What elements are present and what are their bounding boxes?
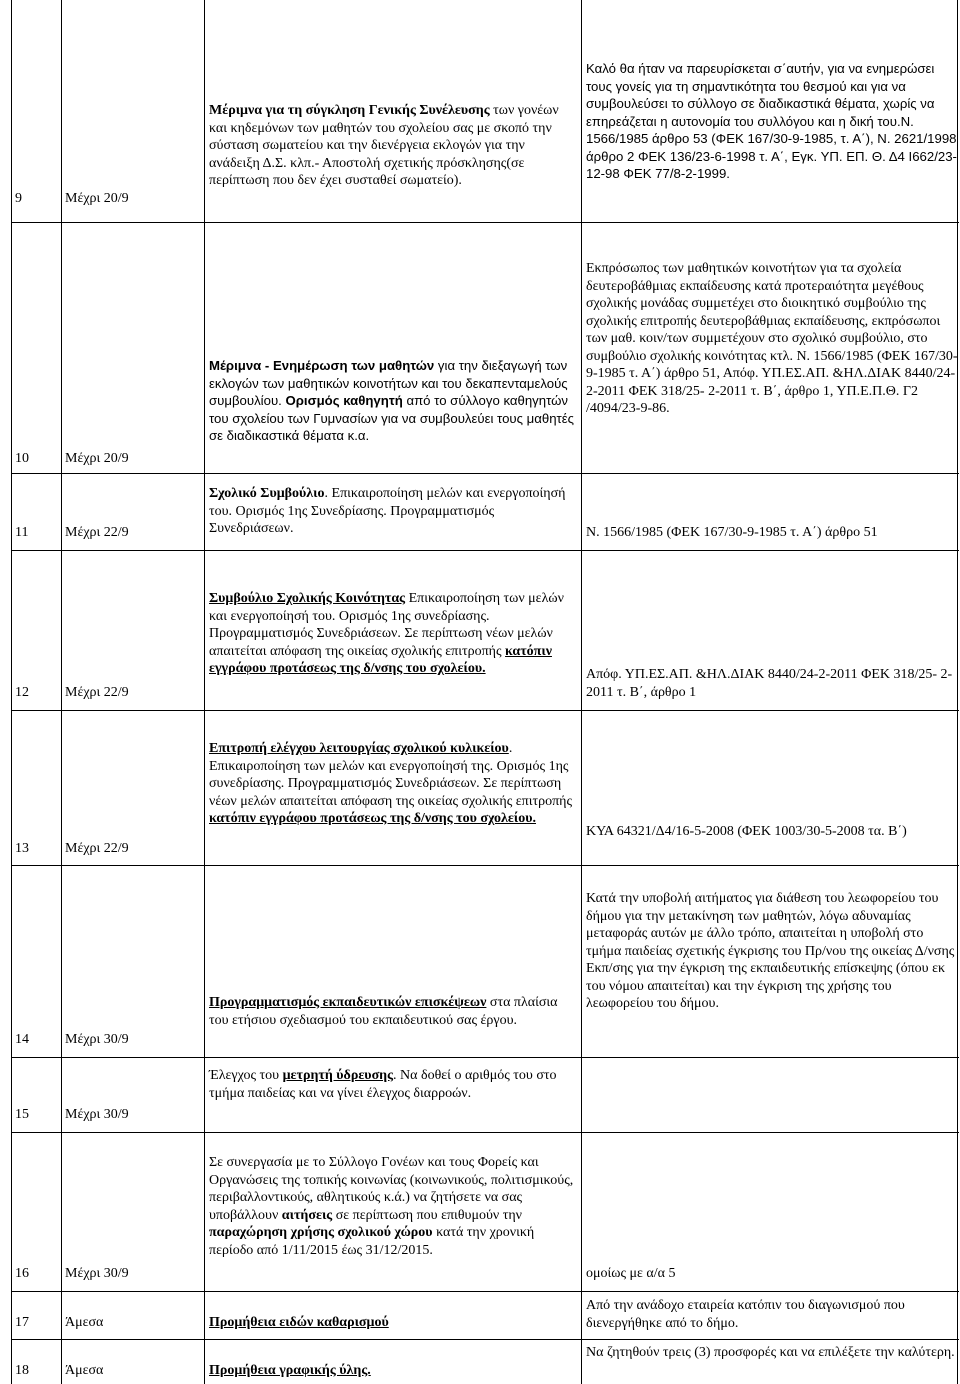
column-border xyxy=(11,0,12,1384)
column-border xyxy=(581,0,582,1384)
row-task xyxy=(209,1067,579,1102)
schedule-table xyxy=(11,0,959,1384)
row-border xyxy=(11,865,959,866)
row-deadline: Μέχρι 20/9 xyxy=(65,191,129,206)
row-legal-note: Ν. 1566/1985 (ΦΕΚ 167/30-9-1985 τ. Α΄) άρθρο 51 xyxy=(586,525,878,540)
task-text: σε περίπτωση που επιθυμούν την xyxy=(332,1207,523,1223)
row-deadline: Μέχρι 22/9 xyxy=(65,685,129,700)
task-text: . Να δοθεί ο αριθμός του στο τμήμα παιδείας και να γίνει έλεγχος διαρροών. xyxy=(209,1068,557,1101)
task-text: Σε συνεργασία με το Σύλλογο Γονέων και τους Φορείς και Οργανώσεις της τοπικής κοινωνίας (κοινωνικούς, πολιτισμικούς, περιβαλλοντικούς, αθλητικούς κ.ά.) να ζητήσετε να σας υποβάλλουν xyxy=(209,1155,574,1223)
row-deadline: Μέχρι 30/9 xyxy=(65,1266,129,1281)
row-border xyxy=(11,1339,959,1340)
row-legal-note: ΚΥΑ 64321/Δ4/16-5-2008 (ΦΕΚ 1003/30-5-2008 τα. Β΄) xyxy=(586,824,907,839)
row-deadline: Άμεσα xyxy=(65,1363,104,1378)
task-text: στα πλαίσια του ετήσιου σχεδιασμού του εκπαιδευτικού σας έργου. xyxy=(209,995,558,1028)
task-highlight: κατόπιν εγγράφου προτάσεως της δ/νσης του σχολείου. xyxy=(209,643,552,676)
row-number: 18 xyxy=(15,1363,29,1378)
row-task xyxy=(209,485,579,538)
task-title: Προμήθεια γραφικής ύλης. xyxy=(209,1363,371,1378)
task-title: Επιτροπή ελέγχου λειτουργίας σχολικού κυλικείου xyxy=(209,741,509,756)
row-number: 14 xyxy=(15,1032,29,1047)
row-task xyxy=(209,994,579,1029)
row-border xyxy=(11,473,959,474)
row-task xyxy=(209,1314,579,1332)
row-number: 16 xyxy=(15,1266,29,1281)
task-text: των γονέων και κηδεμόνων των μαθητών του σχολείου σας με σκοπό την σύσταση σωματείου και την διενέργεια εκλογών για την ανάδειξη Δ.Σ. κλπ.- Αποστολή σχετικής πρόσκλησης(σε περίπτωση που δεν έχει συσταθεί σωματείο). xyxy=(209,103,559,188)
row-task xyxy=(209,1362,579,1380)
row-deadline: Μέχρι 22/9 xyxy=(65,841,129,856)
column-border xyxy=(61,0,62,1384)
row-number: 11 xyxy=(15,525,29,540)
row-number: 17 xyxy=(15,1315,29,1330)
task-highlight: παραχώρηση χρήσης σχολικού χώρου xyxy=(209,1225,433,1240)
task-title: Μέριμνα - Ενημέρωση των μαθητών xyxy=(209,358,435,373)
row-border xyxy=(11,550,959,551)
row-task xyxy=(209,590,579,678)
row-number: 12 xyxy=(15,685,29,700)
task-highlight: αιτήσεις xyxy=(281,1207,333,1223)
task-title: μετρητή ύδρευσης xyxy=(282,1068,394,1083)
row-deadline: Μέχρι 20/9 xyxy=(65,451,129,466)
row-number: 9 xyxy=(15,191,22,206)
row-legal-note: Απόφ. ΥΠ.ΕΣ.ΑΠ. &ΗΛ.ΔΙΑΚ 8440/24-2-2011 ΦΕΚ 318/25- 2-2011 τ. Β΄, άρθρο 1 xyxy=(586,667,953,700)
task-title: Προμήθεια ειδών καθαρισμού xyxy=(209,1315,389,1330)
task-title: Προγραμματισμός εκπαιδευτικών επισκέψεων xyxy=(209,995,487,1010)
row-deadline: Άμεσα xyxy=(65,1315,104,1330)
row-number: 10 xyxy=(15,451,29,466)
task-text: από το σύλλογο καθηγητών του σχολείου των Γυμνασίων για να συμβουλεύει τους μαθητές σε διαδικαστικά θέματα κ.α. xyxy=(209,393,574,443)
task-title: Σχολικό Συμβούλιο xyxy=(209,486,325,501)
task-title: Συμβούλιο Σχολικής Κοινότητας xyxy=(209,591,406,606)
row-task xyxy=(209,740,579,828)
task-text: . Επικαιροποίηση μελών και ενεργοποίησή του. Ορισμός 1ης Συνεδρίασης. Προγραμματισμός Συνεδριάσεων. xyxy=(209,486,566,536)
row-legal-note: ομοίως με α/α 5 xyxy=(586,1266,676,1281)
row-border xyxy=(11,1291,959,1292)
row-deadline: Μέχρι 30/9 xyxy=(65,1107,129,1122)
row-number: 15 xyxy=(15,1107,29,1122)
task-highlight: κατόπιν εγγράφου προτάσεως της δ/νσης του σχολείου. xyxy=(209,811,537,826)
row-border xyxy=(11,1057,959,1058)
row-legal-note: Καλό θα ήταν να παρευρίσκεται σ΄αυτήν, για να ενημερώσει τους γονείς για τη σημαντικότητα του θεσμού και για να συμβουλεύσει το σύλλογο σε διαδικαστικά θέματα, χωρίς να επηρεάζεται η αυτονομία του συλλόγου και η δική του.Ν. 1566/1985 άρθρο 53 (ΦΕΚ 167/30-9-1985, τ. Α΄), Ν. 2621/1998 άρθρο 2 ΦΕΚ 136/23-6-1998 τ. Α΄, Εγκ. ΥΠ. ΕΠ. Θ. Δ4 Ι662/23-12-98 ΦΕΚ 77/8-2-1999. xyxy=(586,61,957,181)
task-text: κατά την χρονική περίοδο από 1/11/2015 έως 31/12/2015. xyxy=(209,1225,535,1258)
row-task xyxy=(209,102,579,190)
row-border xyxy=(11,710,959,711)
row-deadline: Μέχρι 22/9 xyxy=(65,525,129,540)
task-text: για την διεξαγωγή των εκλογών των μαθητικών κοινοτήτων και του δεκαπενταμελούς συμβουλίου. xyxy=(209,358,568,408)
row-legal-note: Από την ανάδοχο εταιρεία κατόπιν του διαγωνισμού που διενεργήθηκε από το δήμο. xyxy=(586,1298,905,1331)
row-task xyxy=(209,357,579,445)
task-title: Μέριμνα για τη σύγκληση Γενικής Συνέλευσης xyxy=(209,103,490,118)
task-text: . Επικαιροποίηση των μελών και ενεργοποίησή της. Ορισμός 1ης συνεδρίασης. Προγραμματισμός Συνεδριάσεων. Σε περίπτωση νέων μελών απαιτείται απόφαση της οικείας σχολικής επιτροπής xyxy=(209,741,573,809)
task-text: Έλεγχος του xyxy=(209,1068,283,1083)
row-deadline: Μέχρι 30/9 xyxy=(65,1032,129,1047)
task-text: Επικαιροποίηση των μελών και ενεργοποίησή του. Ορισμός 1ης συνεδρίασης. Προγραμματισμός Συνεδριάσεων. Σε περίπτωση νέων μελών απαιτείται απόφαση της οικείας σχολικής επιτροπής xyxy=(209,591,564,659)
row-legal-note: Κατά την υποβολή αιτήματος για διάθεση του λεωφορείου του δήμου για την μετακίνηση των μαθητών, λόγω αδυναμίας μεταφοράς αυτών με άλλο τρόπο, απαιτείται η υποβολή στο τμήμα παιδείας σχετικής έγκρισης του Πρ/νου της οικείας Δ/νσης Εκπ/σης για την έγκριση της εκπαιδευτικής επίσκεψης (όπου εκ του νόμου απαιτείται) και την έγκριση της χρήσης του λεωφορείου του δήμου. xyxy=(586,891,955,1011)
row-legal-note: Να ζητηθούν τρεις (3) προσφορές και να επιλέξετε την καλύτερη. xyxy=(586,1345,955,1360)
row-task xyxy=(209,1154,579,1259)
row-border xyxy=(11,1132,959,1133)
row-legal-note: Εκπρόσωπος των μαθητικών κοινοτήτων για τα σχολεία δευτεροβάθμιας εκπαίδευσης κατά προτεραιότητα μεγέθους σχολικής μονάδας συμμετέχει στο διοικητικό συμβούλιο της σχολικής επιτροπής δευτεροβάθμιας εκπαίδευσης, εκπρόσωποι των μαθ. κοιν/των συμμετέχουν στο σχολικό συμβούλιο, στο συμβούλιο σχολικής κοινότητας κτλ. Ν. 1566/1985 (ΦΕΚ 167/30-9-1985 τ. Α΄) άρθρο 51, Απόφ. ΥΠ.ΕΣ.ΑΠ. &ΗΛ.ΔΙΑΚ 8440/24-2-2011 ΦΕΚ 318/25- 2-2011 τ. Β΄, άρθρο 1, ΥΠ.Ε.Π.Θ. Γ2 /4094/23-9-86. xyxy=(586,261,958,416)
row-border xyxy=(11,222,959,223)
task-highlight: Ορισμός καθηγητή xyxy=(285,393,403,408)
row-number: 13 xyxy=(15,841,29,856)
